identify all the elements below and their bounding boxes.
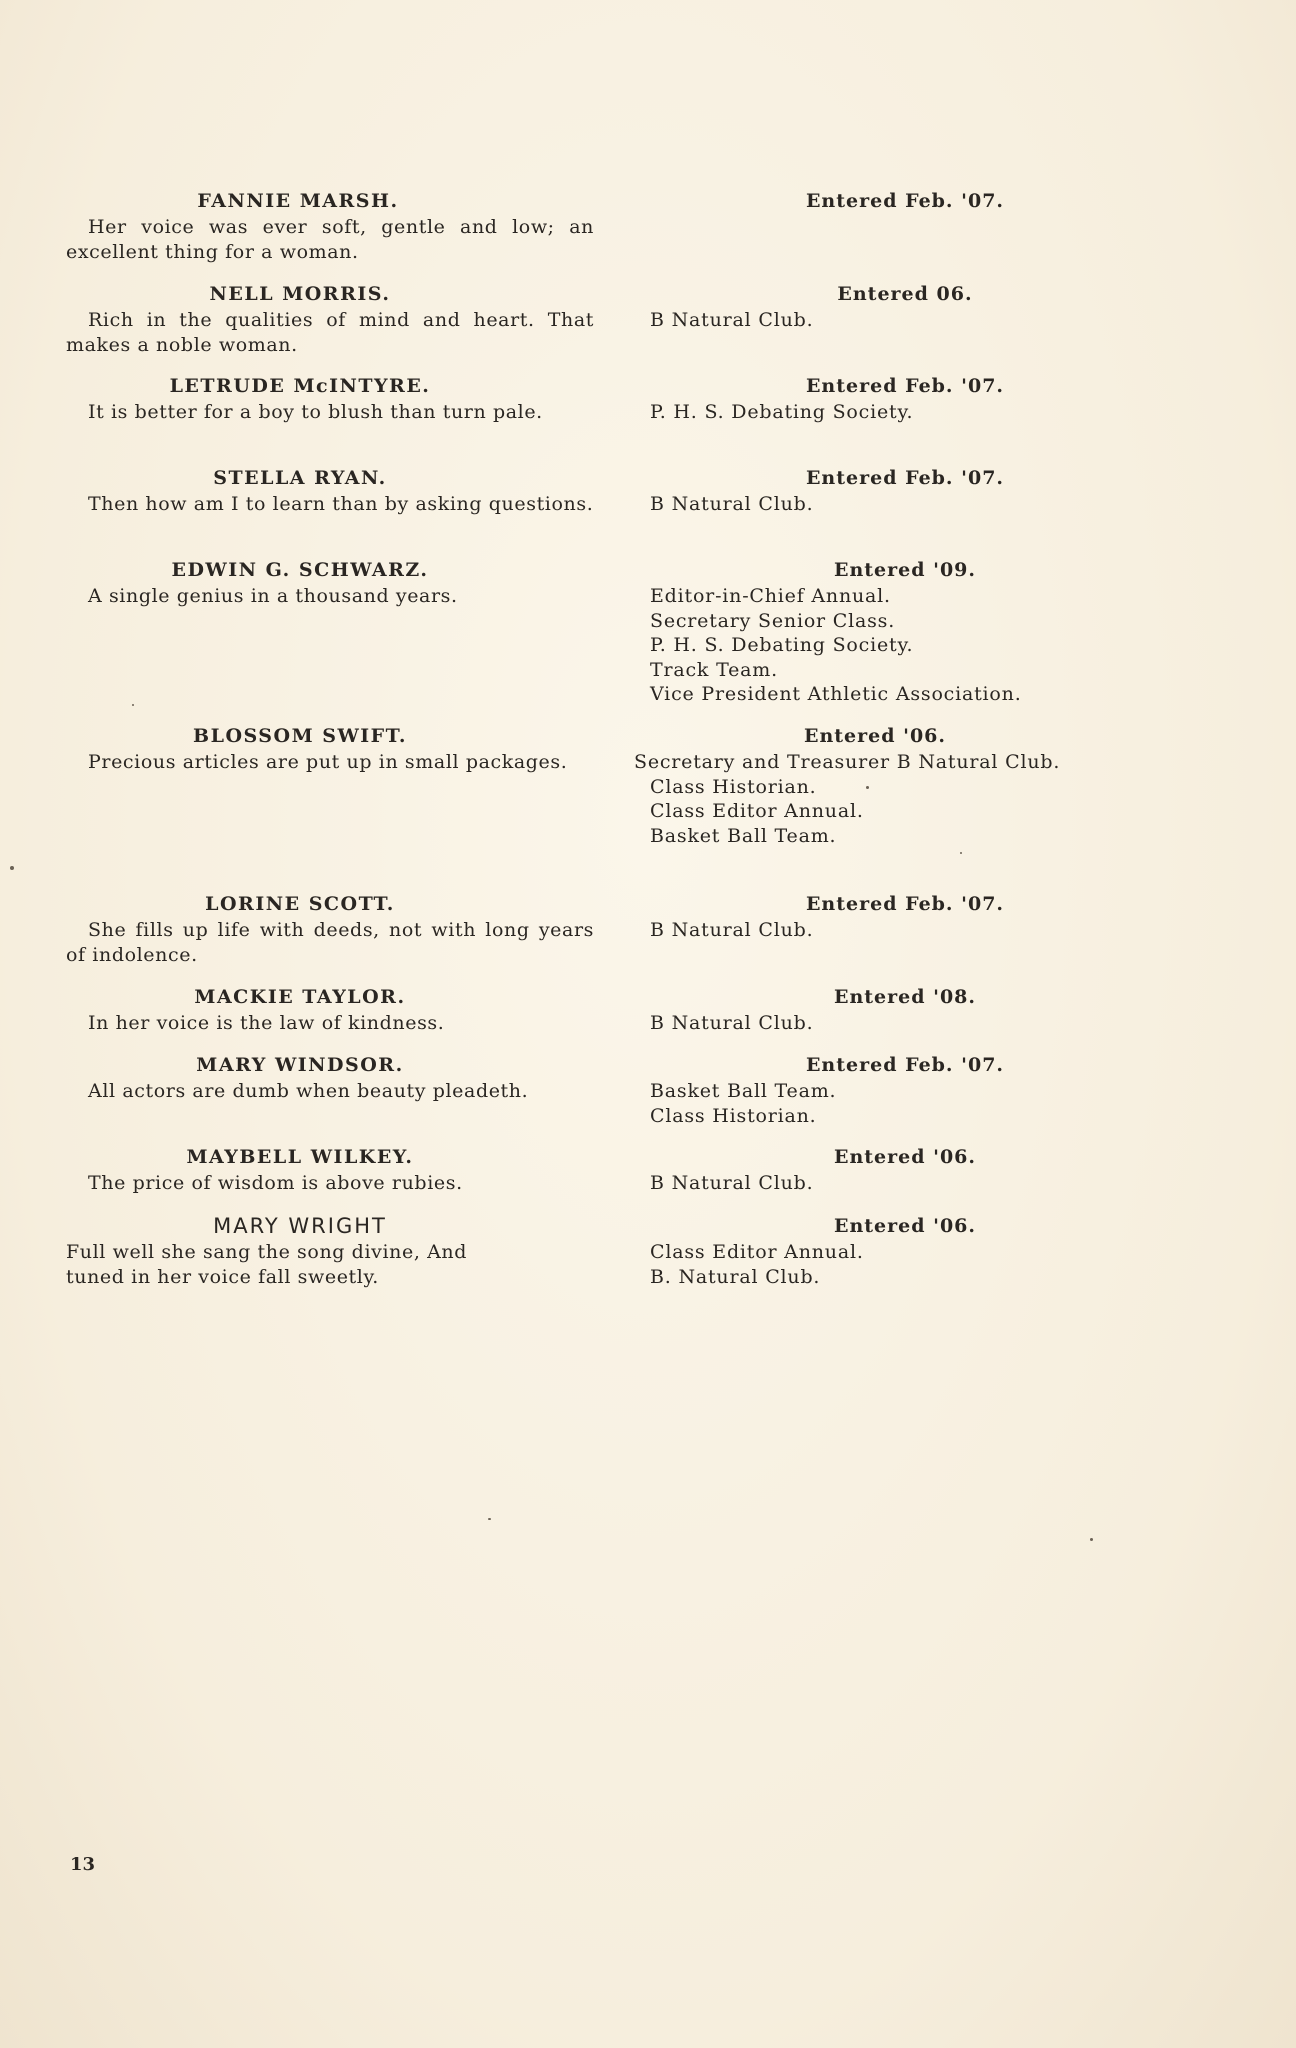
student-entry (66, 187, 594, 265)
student-name: BLOSSOM SWIFT. (193, 725, 407, 747)
entered-date: Entered '09. (833, 559, 977, 581)
student-entry (66, 372, 594, 425)
student-entry (66, 722, 594, 775)
student-record (650, 1051, 1100, 1128)
student-quote: Then how am I to learn than by asking questions. (88, 493, 594, 515)
entered-date: Entered '06. (803, 725, 947, 747)
student-record (634, 722, 1130, 848)
student-record (650, 1212, 1100, 1289)
activity-item: B Natural Club. (650, 919, 814, 941)
activity-item: Class Editor Annual. (650, 1241, 864, 1263)
student-record (650, 1143, 1100, 1196)
activity-item: B Natural Club. (650, 1172, 814, 1194)
student-entry (66, 1143, 594, 1196)
activity-item: Basket Ball Team. (650, 824, 837, 847)
entered-date: Entered Feb. '07. (805, 190, 1005, 212)
student-name: MARY WRIGHT (213, 1214, 387, 1238)
paper-speck (1090, 1538, 1093, 1541)
activity-item: B Natural Club. (650, 493, 814, 515)
student-record (650, 372, 1100, 425)
student-name: LORINE SCOTT. (205, 893, 395, 915)
student-entry (66, 1212, 594, 1290)
student-quote: Her voice was ever soft, gentle and low; an excellent thing for a woman. (66, 216, 594, 263)
student-name: NELL MORRIS. (209, 283, 391, 305)
student-name: FANNIE MARSH. (197, 190, 399, 212)
paper-speck (132, 704, 134, 706)
student-quote: Precious articles are put up in small packages. (88, 751, 568, 773)
student-name: MACKIE TAYLOR. (194, 986, 406, 1008)
entered-date: Entered Feb. '07. (805, 467, 1005, 489)
student-record (650, 983, 1100, 1036)
student-entry (66, 556, 594, 609)
student-quote: Rich in the qualities of mind and heart. That makes a noble woman. (66, 309, 594, 356)
entered-date: Entered 06. (837, 283, 973, 305)
student-entry (66, 1051, 594, 1104)
student-entry (66, 890, 594, 968)
activity-item: Vice President Athletic Association. (650, 683, 1022, 705)
student-entry (66, 983, 594, 1036)
activity-item: B Natural Club. (650, 309, 814, 331)
activity-item: P. H. S. Debating Society. (650, 634, 914, 656)
entered-date: Entered Feb. '07. (805, 375, 1005, 397)
student-name: STELLA RYAN. (213, 467, 387, 489)
student-name: EDWIN G. SCHWARZ. (171, 559, 429, 581)
paper-speck (488, 1518, 491, 1520)
student-quote: It is better for a boy to blush than turn pale. (88, 401, 543, 423)
activity-item: Secretary Senior Class. (650, 609, 896, 632)
student-record (650, 890, 1100, 943)
student-record (650, 187, 1100, 215)
activity-item: Secretary and Treasurer B Natural Club. (634, 751, 1061, 773)
student-entry (66, 280, 594, 358)
student-record (650, 464, 1100, 517)
activity-item: Basket Ball Team. (650, 1080, 837, 1102)
student-quote: All actors are dumb when beauty pleadeth. (88, 1080, 529, 1102)
paper-speck (10, 866, 14, 870)
activity-item: B Natural Club. (650, 1012, 814, 1034)
entered-date: Entered Feb. '07. (805, 893, 1005, 915)
activity-item: Class Editor Annual. (650, 800, 864, 822)
activity-item: Editor-in-Chief Annual. (650, 585, 891, 607)
activity-item: Track Team. (650, 658, 778, 681)
student-name: MAYBELL WILKEY. (186, 1146, 414, 1168)
page-number: 13 (70, 1854, 96, 1875)
entered-date: Entered '08. (833, 986, 977, 1008)
student-name: LETRUDE McINTYRE. (169, 375, 431, 397)
activity-item: B. Natural Club. (650, 1265, 821, 1288)
paper-speck (866, 786, 869, 789)
student-entry (66, 464, 594, 517)
activity-item: P. H. S. Debating Society. (650, 401, 914, 423)
student-name: MARY WINDSOR. (196, 1054, 404, 1076)
student-quote: In her voice is the law of kindness. (88, 1012, 445, 1034)
student-quote: A single genius in a thousand years. (88, 585, 458, 607)
student-quote: She fills up life with deeds, not with long years of indolence. (66, 919, 594, 966)
student-quote: The price of wisdom is above rubies. (88, 1172, 463, 1194)
entered-date: Entered Feb. '07. (805, 1054, 1005, 1076)
student-record (650, 280, 1100, 333)
student-record (650, 556, 1100, 707)
entered-date: Entered '06. (833, 1215, 977, 1237)
entered-date: Entered '06. (833, 1146, 977, 1168)
paper-speck (960, 852, 962, 854)
activity-item: Class Historian. (650, 775, 817, 798)
activity-item: Class Historian. (650, 1104, 817, 1127)
student-quote: Full well she sang the song divine, And tuned in her voice fall sweetly. (66, 1241, 468, 1288)
